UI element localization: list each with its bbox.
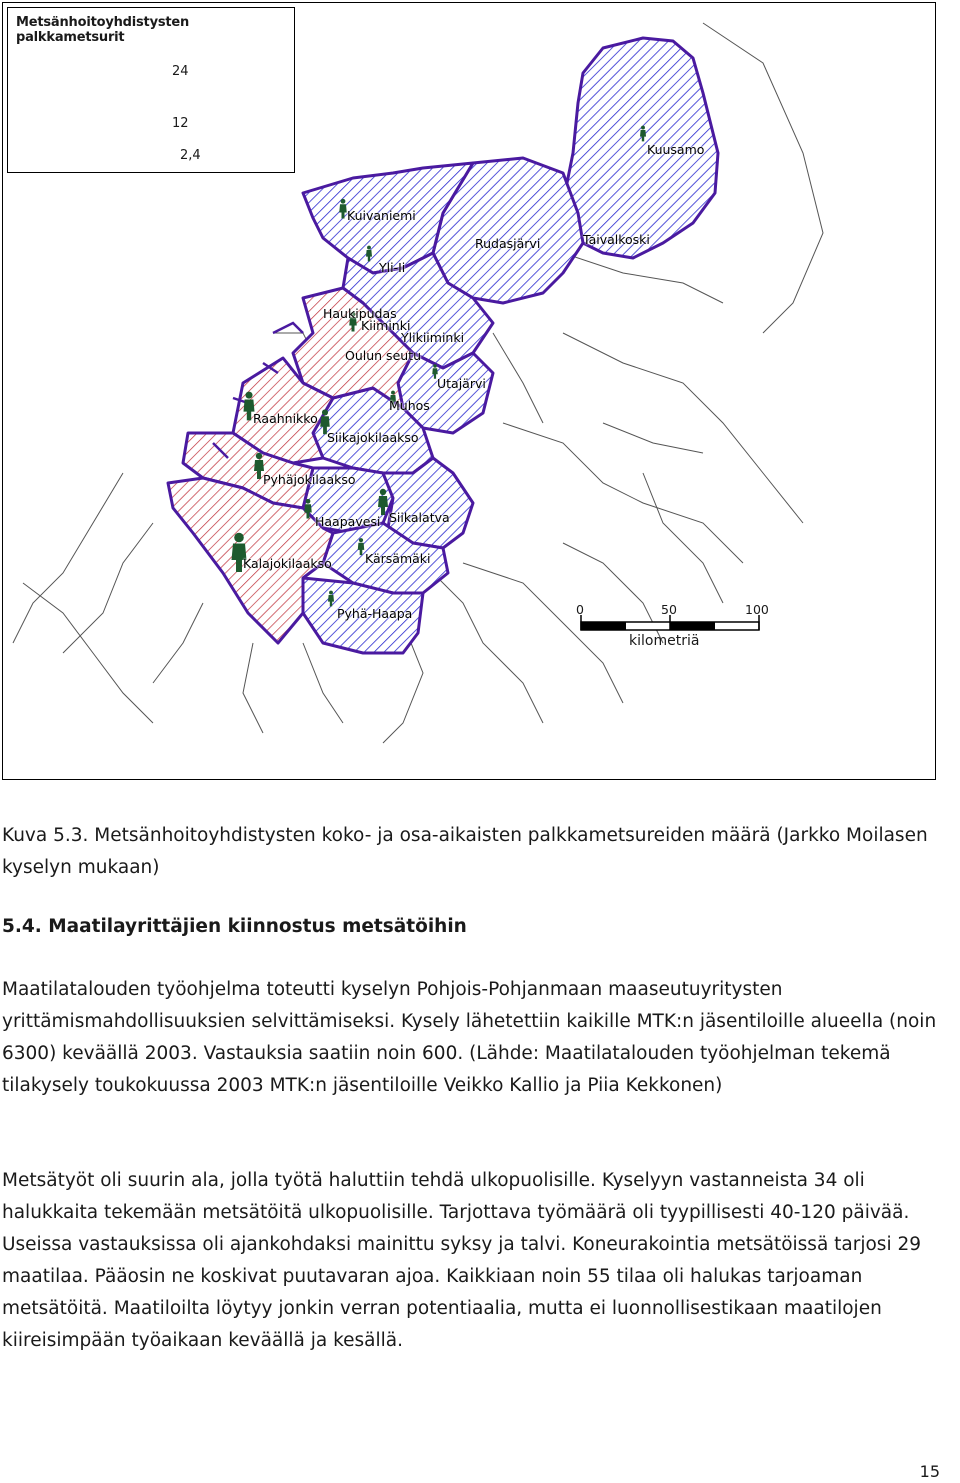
body-paragraph: Maatilatalouden työohjelma toteutti kyselyn Pohjois-Pohjanmaan maaseutuyritysten yrittämismahdollisuuksien selvittämiseksi. Kysely lähetettiin kaikille MTK:n jäsentiloille alueella (noin 6300) keväällä 2003. Vastauksia saatiin noin 600. (Lähde: Maatilatalouden työohjelman tekemä tilakysely toukokuussa 2003 MTK:n jäsentiloille Veikko Kallio ja Piia Kekkonen) bbox=[2, 979, 937, 1096]
body-paragraph: Metsätyöt oli suurin ala, jolla työtä haluttiin tehdä ulkopuolisille. Kyselyyn vastanneista 34 oli halukkaita tekemään metsätöitä ulkopuolisille. Tarjottava työmäärä oli tyypillisesti 40-120 päivää. Useissa vastauksissa oli ajankohdaksi mainittu syksy ja talvi. Koneurakointia metsätöissä tarjosi 29 maatilaa. Pääosin ne koskivat puutavaran ajoa. Kaikkiaan noin 55 tilaa oli halukas tarjoaman metsätöitä. Maatiloilta löytyy jonkin verran potentiaalia, mutta ei luonnollisestikaan maatilojen kiireisimpään työaikaan keväällä ja kesällä. bbox=[2, 1170, 922, 1351]
scale-unit: kilometriä bbox=[629, 633, 700, 649]
place-label: Haukipudas bbox=[323, 306, 397, 321]
place-label: Siikalatva bbox=[389, 510, 450, 525]
map-figure bbox=[2, 2, 936, 780]
section-heading: 5.4. Maatilayrittäjien kiinnostus metsätöihin bbox=[2, 916, 467, 937]
place-label: Pyhäjokilaakso bbox=[263, 472, 356, 487]
place-label: Kärsämäki bbox=[365, 551, 431, 566]
place-label: Oulun seutu bbox=[345, 348, 422, 363]
place-label: Rudasjärvi bbox=[475, 236, 541, 251]
scale-label-0: 0 bbox=[576, 602, 584, 617]
scale-label-50: 50 bbox=[661, 602, 677, 617]
scale-label-100: 100 bbox=[745, 602, 769, 617]
place-label: Utajärvi bbox=[437, 376, 486, 391]
place-label: Haapavesi bbox=[315, 514, 381, 529]
place-label: Pyhä-Haapa bbox=[337, 606, 413, 621]
legend-value-large: 24 bbox=[172, 64, 189, 79]
place-label: Kuivaniemi bbox=[347, 208, 416, 223]
figure-caption: Kuva 5.3. Metsänhoitoyhdistysten koko- ja osa-aikaisten palkkametsureiden määrä (Jarkko Moilasen kyselyn mukaan) bbox=[2, 825, 928, 878]
legend-value-small: 2,4 bbox=[180, 148, 201, 163]
place-label: Kiiminki bbox=[361, 318, 411, 333]
place-label: Yli-Ii bbox=[379, 260, 406, 275]
place-label: Raahnikko bbox=[253, 411, 318, 426]
legend-title: Metsänhoitoyhdistysten palkkametsurit bbox=[16, 15, 190, 45]
place-label: Siikajokilaakso bbox=[327, 430, 419, 445]
place-label: Taivalkoski bbox=[583, 232, 650, 247]
legend-value-medium: 12 bbox=[172, 116, 189, 131]
place-label: Kuusamo bbox=[647, 142, 705, 157]
place-label: Muhos bbox=[389, 398, 430, 413]
scale-bar bbox=[581, 615, 759, 630]
place-label: Ylikiiminki bbox=[401, 330, 465, 345]
page-number: 15 bbox=[919, 1462, 940, 1481]
map-legend bbox=[7, 7, 295, 173]
place-label: Kalajokilaakso bbox=[243, 556, 332, 571]
